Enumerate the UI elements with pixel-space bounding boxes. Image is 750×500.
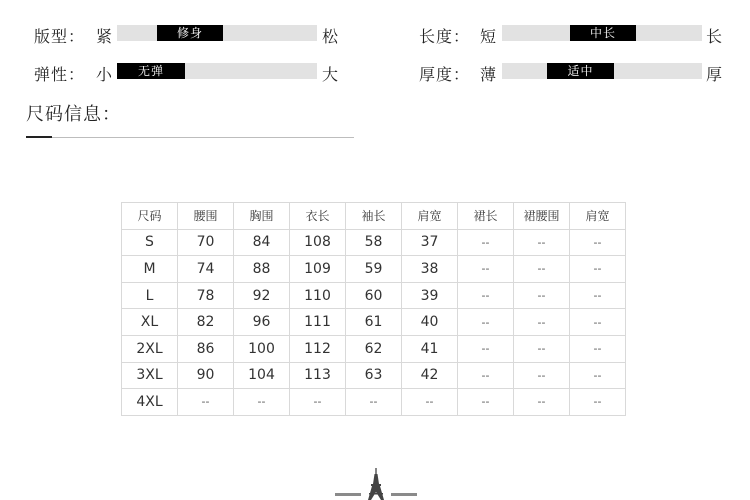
table-header-row xyxy=(122,203,626,230)
elasticity-scale xyxy=(117,63,317,79)
size-table xyxy=(121,202,626,416)
table-cell: 110 xyxy=(290,282,346,309)
table-row xyxy=(122,389,626,416)
table-cell: 37 xyxy=(402,229,458,256)
fit-low-label: 紧 xyxy=(96,27,113,46)
table-cell: -- xyxy=(514,335,570,362)
elasticity-high-label: 大 xyxy=(322,65,339,84)
fit-value-tag: 修身 xyxy=(157,25,223,41)
table-cell: 104 xyxy=(234,362,290,389)
table-cell: 108 xyxy=(290,229,346,256)
table-cell: XL xyxy=(122,309,178,336)
length-high-label: 长 xyxy=(706,27,723,46)
table-cell: -- xyxy=(402,389,458,416)
table-cell: M xyxy=(122,256,178,283)
table-cell: 39 xyxy=(402,282,458,309)
table-cell: 38 xyxy=(402,256,458,283)
table-cell: 63 xyxy=(346,362,402,389)
length-scale xyxy=(502,25,702,41)
header-waist: 腰围 xyxy=(178,203,234,230)
table-cell: 3XL xyxy=(122,362,178,389)
header-skirt-waist: 裙腰围 xyxy=(514,203,570,230)
length-low-label: 短 xyxy=(480,27,497,46)
table-cell: 109 xyxy=(290,256,346,283)
table-cell: -- xyxy=(570,362,626,389)
table-cell: 86 xyxy=(178,335,234,362)
table-cell: -- xyxy=(346,389,402,416)
table-cell: L xyxy=(122,282,178,309)
header-length: 衣长 xyxy=(290,203,346,230)
table-cell: 41 xyxy=(402,335,458,362)
table-cell: -- xyxy=(514,282,570,309)
table-row xyxy=(122,256,626,283)
table-row xyxy=(122,335,626,362)
thickness-high-label: 厚 xyxy=(706,65,723,84)
table-cell: -- xyxy=(570,282,626,309)
table-cell: -- xyxy=(290,389,346,416)
fit-label: 版型： xyxy=(34,27,86,46)
thickness-scale xyxy=(502,63,702,79)
elasticity-value-tag: 无弹 xyxy=(117,63,185,79)
table-cell: 111 xyxy=(290,309,346,336)
table-cell: 84 xyxy=(234,229,290,256)
length-value-tag: 中长 xyxy=(570,25,636,41)
table-cell: 92 xyxy=(234,282,290,309)
table-cell: 82 xyxy=(178,309,234,336)
section-divider xyxy=(26,137,354,138)
table-cell: 88 xyxy=(234,256,290,283)
table-cell: 90 xyxy=(178,362,234,389)
table-cell: S xyxy=(122,229,178,256)
table-cell: 70 xyxy=(178,229,234,256)
length-label: 长度： xyxy=(419,27,471,46)
header-shoulder-2: 肩宽 xyxy=(570,203,626,230)
table-cell: 59 xyxy=(346,256,402,283)
table-cell: 62 xyxy=(346,335,402,362)
section-divider-accent xyxy=(26,136,52,138)
header-sleeve: 袖长 xyxy=(346,203,402,230)
thickness-value-tag: 适中 xyxy=(547,63,614,79)
table-cell: -- xyxy=(458,282,514,309)
table-cell: -- xyxy=(570,335,626,362)
table-cell: -- xyxy=(570,389,626,416)
eiffel-tower-icon xyxy=(335,468,417,500)
thickness-label: 厚度： xyxy=(419,65,471,84)
table-cell: 113 xyxy=(290,362,346,389)
table-cell: -- xyxy=(458,229,514,256)
table-cell: -- xyxy=(458,256,514,283)
table-cell: -- xyxy=(514,229,570,256)
table-cell: -- xyxy=(458,309,514,336)
table-cell: 78 xyxy=(178,282,234,309)
table-cell: -- xyxy=(458,389,514,416)
elasticity-label: 弹性： xyxy=(34,65,86,84)
table-cell: 42 xyxy=(402,362,458,389)
table-cell: -- xyxy=(514,256,570,283)
table-cell: 112 xyxy=(290,335,346,362)
table-cell: 96 xyxy=(234,309,290,336)
table-cell: -- xyxy=(570,229,626,256)
table-cell: 2XL xyxy=(122,335,178,362)
header-shoulder: 肩宽 xyxy=(402,203,458,230)
table-cell: 60 xyxy=(346,282,402,309)
table-cell: 100 xyxy=(234,335,290,362)
fit-high-label: 松 xyxy=(322,27,339,46)
table-row xyxy=(122,282,626,309)
elasticity-low-label: 小 xyxy=(96,65,113,84)
table-cell: -- xyxy=(178,389,234,416)
table-cell: -- xyxy=(514,362,570,389)
header-bust: 胸围 xyxy=(234,203,290,230)
thickness-low-label: 薄 xyxy=(480,65,497,84)
table-cell: -- xyxy=(514,309,570,336)
table-cell: 61 xyxy=(346,309,402,336)
table-cell: -- xyxy=(458,335,514,362)
table-row xyxy=(122,309,626,336)
header-size: 尺码 xyxy=(122,203,178,230)
table-row xyxy=(122,229,626,256)
table-cell: -- xyxy=(570,256,626,283)
table-cell: 40 xyxy=(402,309,458,336)
table-cell: 74 xyxy=(178,256,234,283)
table-cell: -- xyxy=(570,309,626,336)
table-cell: -- xyxy=(514,389,570,416)
table-cell: 58 xyxy=(346,229,402,256)
table-cell: -- xyxy=(458,362,514,389)
header-skirt-length: 裙长 xyxy=(458,203,514,230)
table-row xyxy=(122,362,626,389)
table-cell: -- xyxy=(234,389,290,416)
table-cell: 4XL xyxy=(122,389,178,416)
fit-scale xyxy=(117,25,317,41)
size-info-title: 尺码信息： xyxy=(26,104,121,125)
